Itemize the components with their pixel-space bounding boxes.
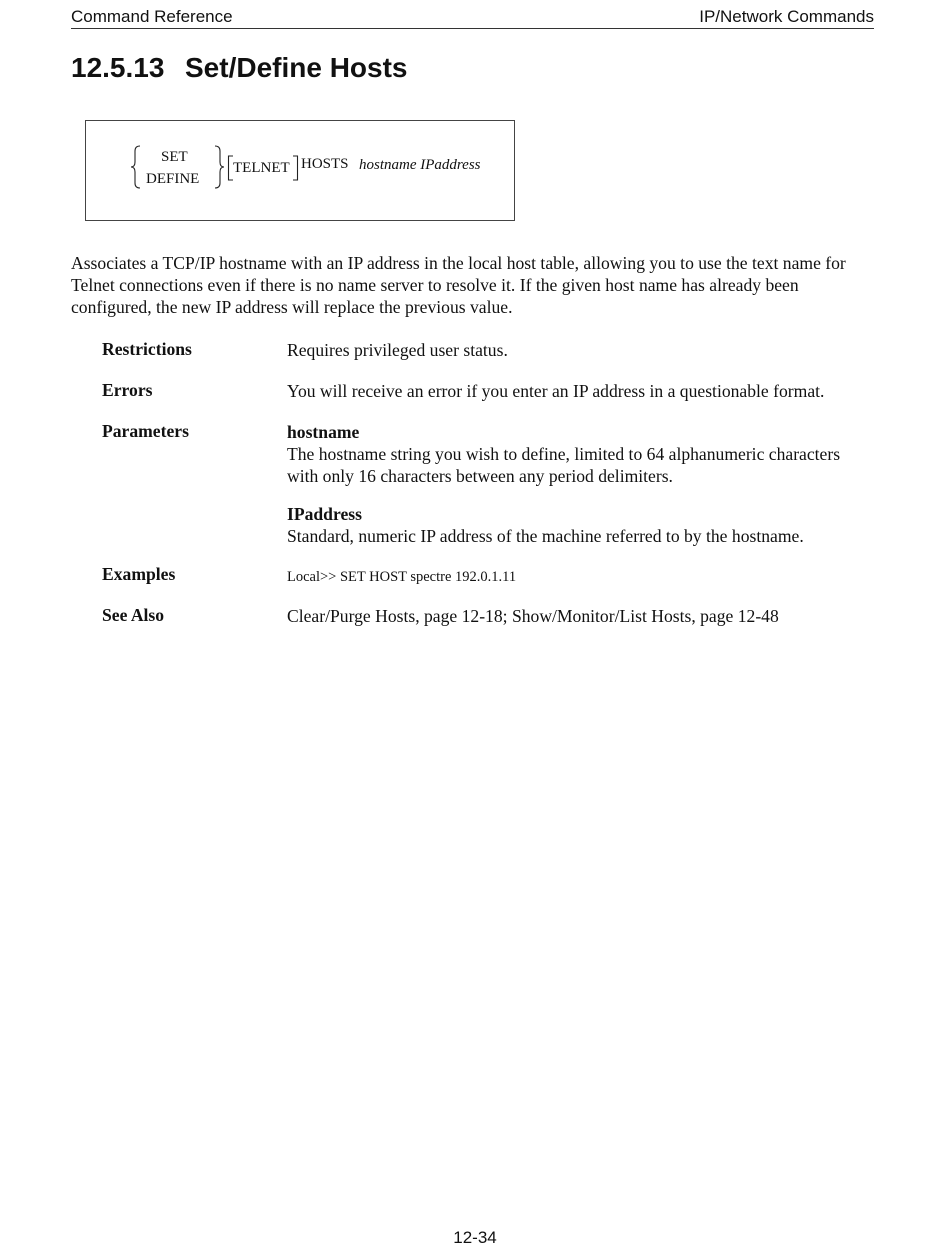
header-right-text: IP/Network Commands (699, 7, 874, 26)
see-also-label: See Also (102, 605, 165, 625)
header-left-text: Command Reference (71, 7, 233, 26)
section-number: 12.5.13 (71, 52, 165, 83)
section-title-text: Set/Define Hosts (185, 52, 408, 83)
parameter-description: Standard, numeric IP address of the machine referred to by the hostname. (287, 526, 804, 546)
parameter-ipaddress (287, 503, 875, 547)
errors-text: You will receive an error if you enter an IP address in a questionable format. (287, 381, 825, 401)
intro-paragraph: Associates a TCP/IP hostname with an IP address in the local host table, allowing you to use the text name for Telnet connections even if there is no name server to resolve it. If the given host name has already been configured, the new IP address will replace the previous value. (71, 253, 846, 317)
page-number: 12-34 (453, 1228, 497, 1247)
page-header (71, 7, 874, 29)
syntax-box (85, 120, 515, 221)
parameter-name: hostname (287, 422, 360, 442)
examples-label: Examples (102, 564, 176, 584)
parameters-label: Parameters (102, 421, 189, 441)
example-command: Local>> SET HOST spectre 192.0.1.11 (287, 569, 517, 585)
right-brace-icon (213, 145, 225, 189)
syntax-args: hostname IPaddress (359, 157, 481, 173)
parameter-name: IPaddress (287, 504, 362, 524)
syntax-option-define: DEFINE (146, 171, 200, 187)
errors-label: Errors (102, 380, 153, 400)
restrictions-text: Requires privileged user status. (287, 340, 508, 360)
syntax-optional-telnet: TELNET (233, 160, 290, 176)
section-title (71, 52, 408, 84)
restrictions-label: Restrictions (102, 339, 192, 359)
right-bracket-icon (292, 155, 299, 181)
see-also-text: Clear/Purge Hosts, page 12-18; Show/Monitor/List Hosts, page 12-48 (287, 606, 779, 626)
syntax-keyword-hosts: HOSTS (301, 156, 349, 172)
left-brace-icon (130, 145, 142, 189)
parameter-description: The hostname string you wish to define, limited to 64 alphanumeric characters with only 16 characters between any period delimiters. (287, 444, 841, 486)
syntax-option-set: SET (161, 149, 188, 165)
parameter-hostname (287, 421, 875, 487)
